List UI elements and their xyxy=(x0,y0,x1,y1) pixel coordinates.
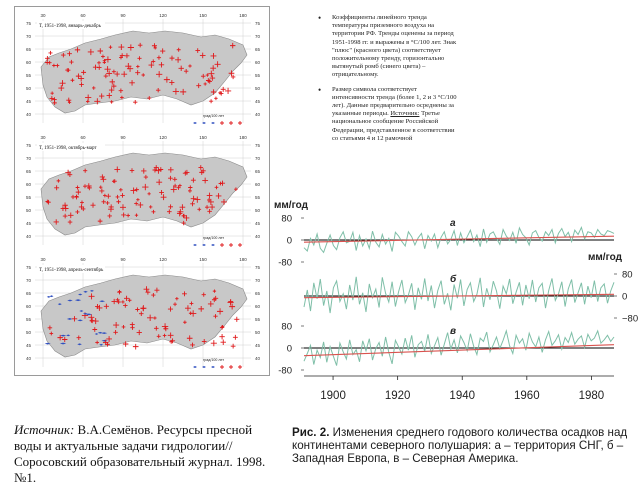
precip-x-tick: 1900 xyxy=(320,390,346,402)
map-lon-tick: 90 xyxy=(120,135,126,140)
map-lat-tick-right: 75 xyxy=(255,265,261,270)
map-lat-tick-right: 55 xyxy=(255,317,261,322)
map-lat-tick-right: 50 xyxy=(255,330,261,335)
map-lat-tick-right: 65 xyxy=(255,169,261,174)
map-lon-tick: 60 xyxy=(80,13,86,18)
precip-x-tick: 1960 xyxy=(514,390,540,402)
precip-x-tick: 1920 xyxy=(384,390,411,402)
map-lat-tick-left: 40 xyxy=(25,356,31,361)
precip-y-tick: 0 xyxy=(622,291,628,303)
notes-text-1: Коэффициенты линейного тренда температуры приземного воздуха на территории РФ. Тренды оценены за период 1951-1998 гг. и выражены в °С/100 лет. Знак "плюс" (красного цвета) соответствует положительному тренду, горизонтально вытянутый ромб (синего цвета) – отрицательному. xyxy=(332,14,457,79)
map-lon-tick: 60 xyxy=(80,257,86,262)
map-lat-tick-left: 70 xyxy=(25,34,31,39)
legend-negative-symbol xyxy=(193,244,197,246)
precip-y-tick: 80 xyxy=(281,321,292,333)
station-positive-symbol xyxy=(221,339,226,344)
map-lat-tick-left: 40 xyxy=(25,112,31,117)
map-lat-tick-left: 60 xyxy=(25,60,31,65)
precip-y-tick: -80 xyxy=(278,257,292,269)
map-lat-tick-left: 45 xyxy=(25,221,31,226)
legend-negative-symbol xyxy=(193,122,197,124)
precip-panel-label: в xyxy=(450,326,457,337)
map-landmass xyxy=(41,153,247,235)
map-lat-tick-left: 75 xyxy=(25,143,31,148)
station-positive-symbol xyxy=(231,344,236,349)
map-title: T, 1951-1998, октябрь-март xyxy=(39,146,97,151)
notes-text-2a: Размер символа соответствует интенсивности тренда (более 1, 2 и 3 °С/100 лет). Данные предварительно осреднены за указанные периоды. xyxy=(332,85,457,118)
source-citation xyxy=(14,422,276,486)
map-lon-tick: 30 xyxy=(40,257,46,262)
map-lat-tick-left: 50 xyxy=(25,208,31,213)
map-lat-tick-right: 75 xyxy=(255,21,261,26)
map-panel-cold xyxy=(15,131,271,253)
map-lat-tick-left: 55 xyxy=(25,73,31,78)
map-lat-tick-right: 65 xyxy=(255,47,261,52)
map-lon-tick: 150 xyxy=(199,13,207,18)
precip-x-tick: 1980 xyxy=(578,390,605,402)
map-legend-label: град/100 лет xyxy=(203,358,225,362)
map-lat-tick-left: 45 xyxy=(25,99,31,104)
map-lon-tick: 120 xyxy=(159,257,167,262)
map-lat-tick-right: 40 xyxy=(255,356,261,361)
source-text: В.А.Семёнов. Ресурсы пресной воды и актуальные задачи гидрологии// Соросовский образовательный журнал. 1998. №1. xyxy=(14,422,266,485)
legend-negative-symbol xyxy=(202,244,206,246)
legend-negative-symbol xyxy=(202,122,206,124)
precip-y-tick: 0 xyxy=(286,343,292,355)
map-lat-tick-right: 45 xyxy=(255,221,261,226)
map-panel-warm xyxy=(15,253,271,375)
map-title: T, 1951-1998, январь-декабрь xyxy=(39,24,101,29)
map-panel-year xyxy=(15,9,271,131)
map-title: T, 1951-1998, апрель-сентябрь xyxy=(39,268,104,273)
map-lat-tick-left: 75 xyxy=(25,21,31,26)
map-lon-tick: 180 xyxy=(239,13,247,18)
map-lat-tick-left: 50 xyxy=(25,86,31,91)
map-cold-svg xyxy=(15,131,271,253)
map-lat-tick-right: 70 xyxy=(255,34,261,39)
map-lat-tick-right: 55 xyxy=(255,73,261,78)
map-lat-tick-left: 55 xyxy=(25,195,31,200)
map-lat-tick-right: 50 xyxy=(255,208,261,213)
map-lat-tick-left: 75 xyxy=(25,265,31,270)
map-year-svg xyxy=(15,9,271,131)
legend-negative-symbol xyxy=(211,122,215,124)
map-lon-tick: 150 xyxy=(199,135,207,140)
map-lat-tick-right: 45 xyxy=(255,343,261,348)
station-positive-symbol xyxy=(214,97,217,100)
figure-caption xyxy=(292,426,628,465)
caption-text: Изменения среднего годового количества осадков над континентами северного полушария: а – территория СНГ, б – Западная Европа, в – Северная Америка. xyxy=(292,426,628,465)
legend-negative-symbol xyxy=(202,366,206,368)
map-lat-tick-right: 75 xyxy=(255,143,261,148)
map-lat-tick-left: 60 xyxy=(25,182,31,187)
map-lat-tick-right: 60 xyxy=(255,182,261,187)
map-lat-tick-left: 70 xyxy=(25,156,31,161)
precip-x-tick: 1940 xyxy=(449,390,476,402)
caption-label: Рис. 2. xyxy=(292,426,330,439)
precip-panel-label: б xyxy=(450,274,457,285)
map-lon-tick: 30 xyxy=(40,13,46,18)
precip-y-tick: 80 xyxy=(622,269,633,281)
map-lon-tick: 120 xyxy=(159,13,167,18)
notes-list xyxy=(318,14,460,149)
map-lon-tick: 120 xyxy=(159,135,167,140)
map-lon-tick: 90 xyxy=(120,13,126,18)
map-legend-label: град/100 лет xyxy=(203,114,225,118)
map-lat-tick-left: 65 xyxy=(25,47,31,52)
station-positive-symbol xyxy=(211,340,217,346)
map-lon-tick: 60 xyxy=(80,135,86,140)
map-lat-tick-right: 60 xyxy=(255,304,261,309)
map-lon-tick: 30 xyxy=(40,135,46,140)
precip-panel-label: а xyxy=(450,218,456,229)
legend-positive-symbol xyxy=(229,243,233,247)
map-lat-tick-right: 50 xyxy=(255,86,261,91)
station-positive-symbol xyxy=(219,334,224,339)
map-landmass xyxy=(41,31,247,113)
station-positive-symbol xyxy=(133,344,139,350)
source-label: Источник: xyxy=(14,422,75,437)
map-lat-tick-right: 55 xyxy=(255,195,261,200)
legend-positive-symbol xyxy=(238,243,242,247)
map-lat-tick-left: 55 xyxy=(25,317,31,322)
legend-negative-symbol xyxy=(211,366,215,368)
legend-positive-symbol xyxy=(229,365,233,369)
station-positive-symbol xyxy=(233,335,238,340)
station-positive-symbol xyxy=(48,51,52,55)
precip-unit-right: мм/год xyxy=(588,252,622,263)
precip-y-tick: 80 xyxy=(281,213,292,225)
map-lon-tick: 180 xyxy=(239,257,247,262)
notes-item-1 xyxy=(318,14,460,80)
precip-y-tick: 0 xyxy=(286,235,292,247)
map-lat-tick-left: 65 xyxy=(25,291,31,296)
map-lat-tick-right: 65 xyxy=(255,291,261,296)
legend-positive-symbol xyxy=(220,243,224,247)
map-lon-tick: 90 xyxy=(120,257,126,262)
station-positive-symbol xyxy=(234,317,239,322)
map-legend-label: град/100 лет xyxy=(203,236,225,240)
map-lat-tick-left: 60 xyxy=(25,304,31,309)
map-warm-svg xyxy=(15,253,271,375)
map-lat-tick-right: 60 xyxy=(255,60,261,65)
map-lat-tick-right: 40 xyxy=(255,234,261,239)
legend-positive-symbol xyxy=(238,365,242,369)
map-lat-tick-right: 70 xyxy=(255,156,261,161)
temperature-trend-maps xyxy=(14,6,270,376)
station-positive-symbol xyxy=(209,99,213,103)
map-lon-tick: 150 xyxy=(199,257,207,262)
map-lat-tick-left: 45 xyxy=(25,343,31,348)
legend-positive-symbol xyxy=(229,121,233,125)
map-lat-tick-right: 40 xyxy=(255,112,261,117)
notes-source-link[interactable]: Источник: xyxy=(390,110,420,118)
map-lat-tick-left: 40 xyxy=(25,234,31,239)
notes-item-2 xyxy=(318,86,460,143)
legend-negative-symbol xyxy=(211,244,215,246)
precip-unit-left: мм/год xyxy=(274,200,308,211)
precip-y-tick: −80 xyxy=(622,313,639,325)
legend-positive-symbol xyxy=(220,365,224,369)
map-lat-tick-left: 65 xyxy=(25,169,31,174)
map-lat-tick-left: 70 xyxy=(25,278,31,283)
map-lat-tick-right: 45 xyxy=(255,99,261,104)
map-lon-tick: 180 xyxy=(239,135,247,140)
legend-negative-symbol xyxy=(193,366,197,368)
legend-positive-symbol xyxy=(220,121,224,125)
map-lat-tick-left: 50 xyxy=(25,330,31,335)
station-positive-symbol xyxy=(225,88,231,94)
map-lat-tick-right: 70 xyxy=(255,278,261,283)
precip-y-tick: -80 xyxy=(278,365,292,377)
legend-positive-symbol xyxy=(238,121,242,125)
station-positive-symbol xyxy=(133,100,137,104)
notes-text-2b: Третье национальное сообщение Российской Федерации, представленное в соответствии со статьями 4 и 12 рамочной xyxy=(332,110,455,142)
